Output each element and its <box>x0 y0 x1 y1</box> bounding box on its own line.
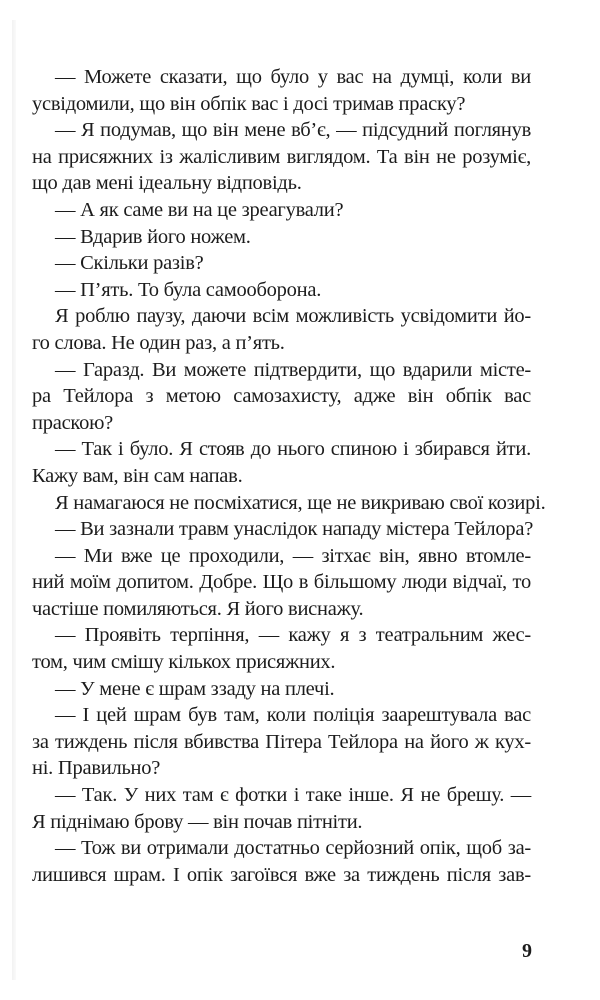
text-line: Я роблю паузу, даючи всім можливість усвідомити йо- <box>55 305 531 328</box>
text-line: Я намагаюся не посміхатися, ще не викриваю свої козирі. <box>55 491 546 514</box>
text-line: — Можете сказати, що було у вас на думці, коли ви <box>55 66 531 88</box>
text-line: том, чим смішу кількох присяжних. <box>32 651 336 674</box>
text-line: — Ми вже це проходили, — зітхає він, явно втомле- <box>55 544 531 567</box>
text-line: ні. Правильно? <box>32 757 161 780</box>
text-line: на присяжних із жалісливим виглядом. Та він не розуміє, <box>32 145 531 168</box>
text-line: — Ви зазнали травм унаслідок нападу містера Тейлора? <box>55 518 534 541</box>
text-line: — П’ять. То була самооборона. <box>55 278 322 301</box>
page-number: 9 <box>522 940 532 962</box>
text-line: — Так і було. Я стояв до нього спиною і збирався йти. <box>55 438 531 461</box>
text-line: ра Тейлора з метою самозахисту, адже він обпік вас <box>32 385 531 408</box>
text-line: — А як саме ви на це зреагували? <box>55 198 344 221</box>
text-line: що дав мені ідеальну відповідь. <box>32 172 302 195</box>
text-line: — Вдарив його ножем. <box>55 225 251 248</box>
text-line: — Так. У них там є фотки і таке інше. Я не брешу. — <box>55 784 531 807</box>
text-line: — Скільки разів? <box>55 252 204 275</box>
text-line: за тиждень після вбивства Пітера Тейлора на його ж кух- <box>32 730 531 753</box>
page-edge-shadow <box>12 20 16 980</box>
text-line: — І цей шрам був там, коли поліція заарештувала вас <box>55 704 531 727</box>
text-line: — Проявіть терпіння, — кажу я з театральним жес- <box>55 624 531 647</box>
text-line: го слова. Не один раз, а п’ять. <box>32 331 285 354</box>
text-line: усвідомили, що він обпік вас і досі тримав праску? <box>32 92 466 115</box>
text-line: — Я подумав, що він мене вб’є, — підсудний поглянув <box>55 119 531 142</box>
body-text <box>32 64 546 888</box>
text-line: — Гаразд. Ви можете підтвердити, що вдарили місте- <box>55 358 531 381</box>
text-line: Кажу вам, він сам напав. <box>32 464 243 487</box>
text-line: лишився шрам. І опік загоївся вже за тиждень після зав- <box>32 863 531 886</box>
text-line: частіше помиляються. Я його виснажу. <box>32 597 364 620</box>
text-line: — Тож ви отримали достатньо серйозний опік, щоб за- <box>55 837 531 860</box>
text-line: — У мене є шрам ззаду на плечі. <box>55 677 335 700</box>
text-line: праскою? <box>32 411 114 434</box>
text-line: Я піднімаю брову — він почав пітніти. <box>32 810 363 833</box>
text-line: ний моїм допитом. Добре. Що в більшому люди відчаї, то <box>32 571 531 594</box>
